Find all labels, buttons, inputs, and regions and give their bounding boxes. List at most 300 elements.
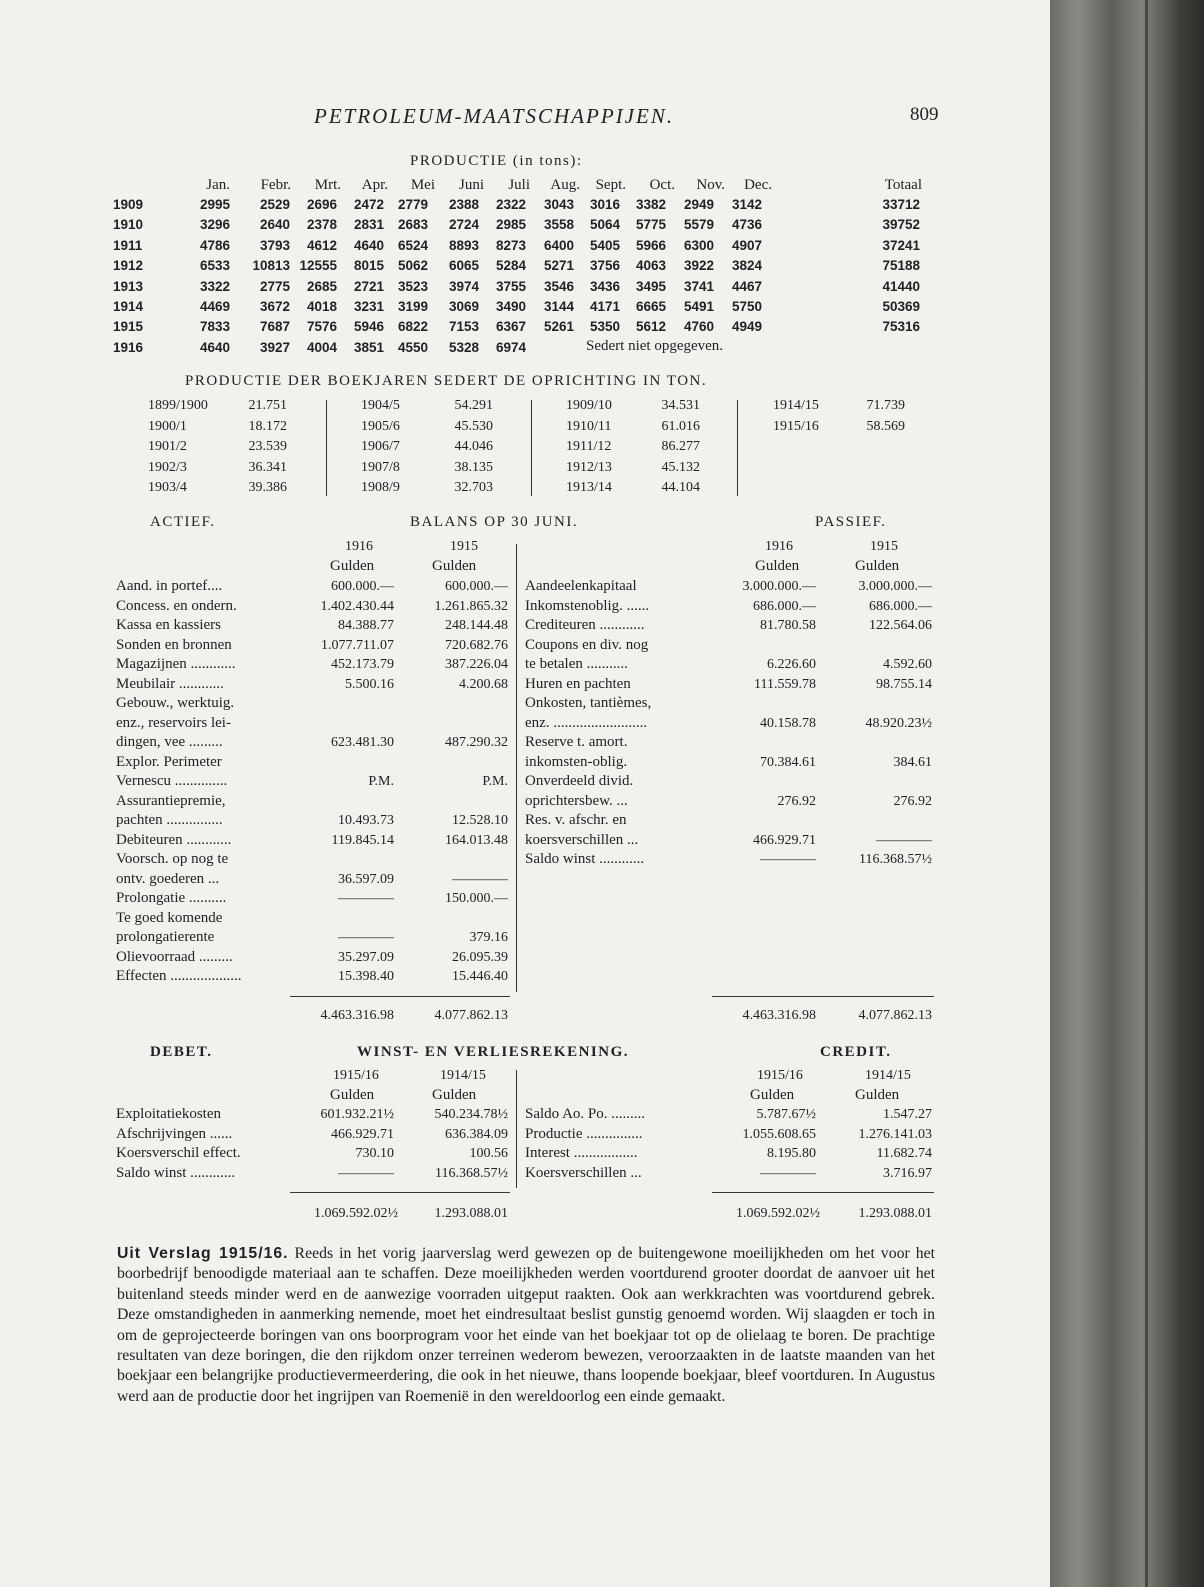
fiscal-year: 1910/11 xyxy=(566,418,612,434)
liability-label: Saldo winst ............ xyxy=(525,851,645,867)
asset-value-previous: 26.095.39 xyxy=(452,949,508,965)
production-value: 2696 xyxy=(306,197,337,212)
fiscal-year: 1907/8 xyxy=(361,459,400,475)
column-divider xyxy=(531,400,532,496)
production-value: 2995 xyxy=(199,197,230,212)
production-value: 3382 xyxy=(635,197,666,212)
assets-unit-previous: Gulden xyxy=(432,558,477,574)
asset-label: Meubilair ............ xyxy=(116,675,224,692)
fiscal-year: 1904/5 xyxy=(361,398,400,413)
production-value: 3922 xyxy=(683,258,714,274)
production-value: 6533 xyxy=(199,258,230,274)
asset-value-previous: P.M. xyxy=(482,774,508,789)
production-value: 3523 xyxy=(397,278,428,294)
asset-value-current: 119.845.14 xyxy=(331,832,394,848)
production-value: 2472 xyxy=(353,197,384,212)
fiscal-year-production: 21.751 xyxy=(248,398,287,413)
liability-value-previous: 116.368.57½ xyxy=(859,852,932,867)
page-title: PETROLEUM-MAATSCHAPPIJEN. xyxy=(314,104,675,128)
column-header: Oct. xyxy=(649,177,675,193)
debit-total-current: 1.069.592.02½ xyxy=(314,1206,398,1221)
asset-value-previous: 600.000.— xyxy=(445,579,508,594)
production-value: 4640 xyxy=(199,339,230,355)
asset-value-previous: 387.226.04 xyxy=(445,657,508,672)
liabilities-heading: PASSIEF. xyxy=(815,514,887,530)
liability-value-previous: 98.755.14 xyxy=(876,676,932,692)
column-header: Apr. xyxy=(361,177,388,193)
production-value: 3824 xyxy=(731,258,762,274)
fiscal-year-production: 71.739 xyxy=(866,398,905,413)
row-year: 1911 xyxy=(113,237,143,253)
asset-label: Gebouw., werktuig. xyxy=(116,695,235,711)
liability-label: Onverdeeld divid. xyxy=(525,773,634,789)
row-year: 1915 xyxy=(113,319,144,335)
liability-value-previous: 122.564.06 xyxy=(869,618,932,633)
debit-value-current: 466.929.71 xyxy=(331,1126,394,1142)
production-value: 6065 xyxy=(448,258,479,274)
liability-label: inkomsten-oblig. xyxy=(525,753,628,770)
asset-value-previous: 379.16 xyxy=(469,930,508,945)
assets-heading: ACTIEF. xyxy=(150,514,216,530)
credit-unit-current: Gulden xyxy=(750,1087,795,1103)
liability-value-previous: 686.000.— xyxy=(869,598,932,614)
fiscal-year-production: 61.016 xyxy=(661,418,700,434)
production-title: PRODUCTIE (in tons): xyxy=(410,153,583,169)
production-value: 3851 xyxy=(353,339,384,355)
credit-value-current: 1.055.608.65 xyxy=(742,1126,816,1142)
production-value: 4171 xyxy=(589,299,620,314)
fiscal-year: 1912/13 xyxy=(566,459,612,475)
liability-value-current: 466.929.71 xyxy=(753,832,816,848)
production-value: 8273 xyxy=(495,237,526,253)
asset-label: prolongatierente xyxy=(116,929,215,945)
asset-label: dingen, vee ......... xyxy=(116,734,223,750)
credit-value-current: ———— xyxy=(760,1165,816,1181)
debit-label: Exploitatiekosten xyxy=(116,1106,221,1122)
asset-value-previous: 1.261.865.32 xyxy=(434,598,508,614)
production-value: 4018 xyxy=(306,299,337,314)
pl-center-divider xyxy=(516,1070,517,1188)
balance-title: BALANS OP 30 JUNI. xyxy=(410,514,579,530)
debit-value-previous: 100.56 xyxy=(469,1146,508,1161)
asset-value-current: 10.493.73 xyxy=(338,813,394,828)
asset-value-current: 5.500.16 xyxy=(345,676,394,692)
credit-value-current: 5.787.67½ xyxy=(756,1107,816,1122)
debit-unit-previous: Gulden xyxy=(432,1087,477,1103)
liability-value-current: 70.384.61 xyxy=(760,754,816,770)
production-value: 3756 xyxy=(589,258,620,274)
production-value: 50369 xyxy=(882,299,920,314)
debit-label: Saldo winst ............ xyxy=(116,1164,236,1181)
credit-total-previous: 1.293.088.01 xyxy=(858,1206,932,1221)
fiscal-year-production: 36.341 xyxy=(248,459,287,475)
asset-value-current: 35.297.09 xyxy=(338,949,394,965)
liability-label: Huren en pachten xyxy=(525,675,631,692)
liability-value-previous: 276.92 xyxy=(893,793,932,809)
production-value: 5261 xyxy=(543,319,574,335)
production-value: 5328 xyxy=(448,339,479,355)
fiscal-year: 1900/1 xyxy=(148,418,187,434)
credit-label: Koersverschillen ... xyxy=(525,1164,642,1181)
production-value: 3043 xyxy=(543,197,574,212)
fiscal-year-production: 18.172 xyxy=(248,418,287,434)
production-value: 5064 xyxy=(589,217,620,233)
production-value: 37241 xyxy=(882,237,920,253)
discontinued-note: Sedert niet opgegeven. xyxy=(586,337,724,354)
fiscal-year-production: 44.104 xyxy=(661,480,700,495)
liability-label: te betalen ........... xyxy=(525,656,628,672)
row-year: 1910 xyxy=(113,217,144,233)
production-value: 5579 xyxy=(683,217,714,233)
asset-label: Te goed komende xyxy=(116,909,223,926)
column-header: Juni xyxy=(458,177,484,193)
asset-label: Prolongatie .......... xyxy=(116,890,227,906)
debit-label: Afschrijvingen ...... xyxy=(116,1125,233,1142)
assets-unit-current: Gulden xyxy=(330,558,375,574)
liability-label: Coupons en div. nog xyxy=(525,636,649,653)
production-value: 2322 xyxy=(495,197,526,212)
production-value: 5946 xyxy=(353,319,384,335)
liability-value-previous: 384.61 xyxy=(893,754,932,770)
asset-value-previous: 248.144.48 xyxy=(445,618,508,633)
credit-value-previous: 1.276.141.03 xyxy=(858,1126,932,1142)
production-value: 7576 xyxy=(306,319,337,335)
balance-center-divider xyxy=(516,544,517,992)
liability-label: Crediteuren ............ xyxy=(525,617,645,633)
production-value: 5350 xyxy=(589,319,620,335)
fiscal-year: 1902/3 xyxy=(148,459,187,475)
asset-value-previous: 720.682.76 xyxy=(445,637,508,653)
fiscal-year-production: 44.046 xyxy=(454,439,493,454)
production-value: 3755 xyxy=(495,278,526,294)
column-header: Nov. xyxy=(696,177,725,193)
spine-edge xyxy=(1145,0,1148,1587)
production-value: 3142 xyxy=(731,197,762,212)
production-value: 6524 xyxy=(397,237,428,253)
liability-label: enz. ......................... xyxy=(525,714,648,731)
credit-value-previous: 1.547.27 xyxy=(883,1107,932,1122)
liabilities-total-rule xyxy=(712,996,934,997)
column-header: Febr. xyxy=(260,177,291,193)
fiscal-year-production: 23.539 xyxy=(248,439,287,454)
liability-value-current: 111.559.78 xyxy=(754,676,816,692)
row-year: 1909 xyxy=(113,197,144,212)
liability-label: Onkosten, tantièmes, xyxy=(525,695,652,711)
column-divider xyxy=(326,400,327,496)
asset-label: Magazijnen ............ xyxy=(116,656,236,672)
column-header: Mei xyxy=(410,177,435,193)
production-value: 39752 xyxy=(882,217,920,233)
column-header: Sept. xyxy=(595,177,626,193)
credit-label: Saldo Ao. Po. ......... xyxy=(525,1106,646,1122)
debit-total-rule xyxy=(290,1192,510,1193)
credit-value-previous: 11.682.74 xyxy=(876,1146,932,1161)
fiscal-year: 1905/6 xyxy=(361,418,400,434)
debit-label: Koersverschil effect. xyxy=(116,1145,241,1161)
book-spine xyxy=(1050,0,1204,1587)
asset-value-current: 623.481.30 xyxy=(331,735,394,750)
production-value: 4907 xyxy=(731,237,762,253)
asset-value-current: 84.388.77 xyxy=(338,618,394,633)
fiscal-year-production: 32.703 xyxy=(454,480,493,495)
fiscal-year-production: 45.132 xyxy=(661,459,700,475)
asset-label: Voorsch. op nog te xyxy=(116,851,229,867)
fiscal-year: 1913/14 xyxy=(566,480,612,495)
fiscal-year-production: 54.291 xyxy=(454,398,493,413)
production-value: 41440 xyxy=(882,278,920,294)
liability-label: Res. v. afschr. en xyxy=(525,812,627,828)
production-value: 5405 xyxy=(589,237,620,253)
production-value: 3231 xyxy=(353,299,384,314)
asset-value-current: 1.402.430.44 xyxy=(320,598,394,614)
asset-label: Kassa en kassiers xyxy=(116,617,221,633)
fiscal-year: 1911/12 xyxy=(566,439,612,454)
asset-label: Sonden en bronnen xyxy=(116,636,232,653)
liability-value-current: 6.226.60 xyxy=(767,657,816,672)
production-value: 5271 xyxy=(543,258,574,274)
production-value: 6400 xyxy=(543,237,574,253)
assets-total-current: 4.463.316.98 xyxy=(320,1008,394,1023)
production-value: 2775 xyxy=(259,278,290,294)
production-value: 3069 xyxy=(448,299,479,314)
production-value: 6822 xyxy=(397,319,428,335)
production-value: 2985 xyxy=(495,217,526,233)
liability-value-current: 3.000.000.— xyxy=(742,579,816,594)
asset-value-current: P.M. xyxy=(368,774,394,789)
production-value: 2685 xyxy=(306,278,337,294)
yearly-production-title: PRODUCTIE DER BOEKJAREN SEDERT DE OPRICHTING IN TON. xyxy=(185,373,708,389)
production-value: 5966 xyxy=(635,237,666,253)
debit-year-previous: 1914/15 xyxy=(440,1068,486,1083)
asset-label: Effecten ................... xyxy=(116,968,242,984)
production-value: 8893 xyxy=(448,237,479,253)
fiscal-year-production: 39.386 xyxy=(248,480,287,495)
liability-value-previous: ———— xyxy=(876,832,932,848)
debit-value-previous: 116.368.57½ xyxy=(435,1165,508,1181)
production-value: 2949 xyxy=(683,197,714,212)
liabilities-unit-previous: Gulden xyxy=(855,558,900,574)
debit-total-previous: 1.293.088.01 xyxy=(434,1206,508,1221)
report-text: Reeds in het vorig jaarverslag werd gewezen op de buitengewone moeilijkheden om het voor het boorbedrijf benoodigde materiaal aan te schaffen. Deze moeilijkheden werden voortdurend grooter doordat de aanvoer uit het buitenland steeds minder werd en de aanwezige voorraden uitgeput raakten. Ook aan werkkrachten was voortdurend gebrek. Deze omstandigheden in aanmerking nemende, moet het eindresultaat beslist gunstig genoemd worden. Wij slaagden er toch in om de geprojecteerde boringen van ons boorprogram voor het einde van het boekjaar tot op de olielaag te boren. De prachtige resultaten van deze boringen, die den rijkdom onzer terreinen wederom bewezen, veroorzaakten in de laatste maanden van het boekjaar een belangrijke productievermeerdering, die ook in het nieuwe, thans loopende boekjaar, bleef voortduren. In Augustus werd aan de productie door het ingrijpen van Roemenië in den wereldoorlog een einde gemaakt. xyxy=(117,1245,936,1405)
fiscal-year: 1909/10 xyxy=(566,398,612,413)
production-value: 5612 xyxy=(635,319,666,335)
production-value: 3927 xyxy=(259,339,290,355)
credit-value-current: 8.195.80 xyxy=(767,1146,816,1161)
liability-value-current: 276.92 xyxy=(777,793,816,809)
column-header: Mrt. xyxy=(314,177,341,193)
fiscal-year: 1899/1900 xyxy=(148,398,208,413)
asset-value-current: 1.077.711.07 xyxy=(321,637,394,653)
production-value: 3144 xyxy=(543,299,574,314)
production-value: 4550 xyxy=(397,339,428,355)
assets-total-previous: 4.077.862.13 xyxy=(434,1008,508,1023)
production-value: 2388 xyxy=(448,197,479,212)
credit-heading: CREDIT. xyxy=(820,1044,892,1060)
asset-label: enz., reservoirs lei- xyxy=(116,714,231,731)
asset-value-previous: 150.000.— xyxy=(445,891,508,906)
row-year: 1912 xyxy=(113,258,144,274)
fiscal-year-production: 86.277 xyxy=(661,439,700,454)
production-value: 2831 xyxy=(353,217,384,233)
fiscal-year: 1915/16 xyxy=(773,418,819,434)
production-value: 6665 xyxy=(635,299,666,314)
production-value: 7153 xyxy=(448,319,479,335)
production-value: 2529 xyxy=(259,197,290,212)
asset-value-current: ———— xyxy=(338,891,394,906)
liability-value-previous: 48.920.23½ xyxy=(865,715,932,731)
production-value: 3199 xyxy=(397,299,428,314)
asset-label: Assurantiepremie, xyxy=(116,792,226,809)
production-value: 8015 xyxy=(353,258,384,274)
fiscal-year: 1906/7 xyxy=(361,439,400,454)
liabilities-unit-current: Gulden xyxy=(755,558,800,574)
fiscal-year-production: 45.530 xyxy=(454,418,493,434)
credit-label: Productie ............... xyxy=(525,1125,643,1142)
liability-label: Inkomstenoblig. ...... xyxy=(525,597,650,614)
liability-value-previous: 3.000.000.— xyxy=(858,579,932,594)
fiscal-year-production: 38.135 xyxy=(454,459,493,475)
liabilities-year-previous: 1915 xyxy=(870,539,898,554)
debit-value-previous: 636.384.09 xyxy=(445,1126,508,1142)
liability-value-current: 81.780.58 xyxy=(760,618,816,633)
production-value: 5750 xyxy=(731,299,762,314)
fiscal-year: 1908/9 xyxy=(361,480,400,495)
asset-value-current: 452.173.79 xyxy=(331,657,394,672)
asset-value-previous: 15.446.40 xyxy=(452,969,508,984)
production-value: 4612 xyxy=(306,237,337,253)
credit-year-previous: 1914/15 xyxy=(865,1068,911,1083)
asset-value-previous: ———— xyxy=(452,871,508,887)
production-value: 2779 xyxy=(397,197,428,212)
assets-year-previous: 1915 xyxy=(450,539,478,554)
column-header: Jan. xyxy=(206,177,230,193)
production-value: 4786 xyxy=(199,237,230,253)
production-value: 33712 xyxy=(882,197,920,212)
production-value: 5491 xyxy=(683,299,714,314)
report-lead: Uit Verslag 1915/16. xyxy=(117,1245,289,1262)
fiscal-year: 1914/15 xyxy=(773,398,819,413)
production-value: 3672 xyxy=(259,299,290,314)
credit-value-previous: 3.716.97 xyxy=(883,1165,932,1181)
liabilities-total-previous: 4.077.862.13 xyxy=(858,1008,932,1023)
asset-label: Olievoorraad ......... xyxy=(116,948,233,965)
liabilities-year-current: 1916 xyxy=(765,539,793,554)
debit-value-current: 730.10 xyxy=(355,1146,394,1161)
page-number: 809 xyxy=(910,104,939,125)
liability-value-current: 40.158.78 xyxy=(760,715,816,731)
production-value: 2683 xyxy=(397,217,428,233)
column-divider xyxy=(737,400,738,496)
production-value: 7833 xyxy=(199,319,230,335)
liabilities-total-current: 4.463.316.98 xyxy=(742,1008,816,1023)
production-value: 10813 xyxy=(252,258,290,274)
fiscal-year-production: 34.531 xyxy=(661,398,700,413)
liability-label: oprichtersbew. ... xyxy=(525,792,628,809)
production-value: 4640 xyxy=(353,237,384,253)
fiscal-year: 1901/2 xyxy=(148,439,187,454)
debit-value-previous: 540.234.78½ xyxy=(434,1107,508,1122)
credit-unit-previous: Gulden xyxy=(855,1087,900,1103)
asset-label: Concess. en ondern. xyxy=(116,597,237,614)
pl-title: WINST- EN VERLIESREKENING. xyxy=(357,1044,629,1060)
production-value: 2378 xyxy=(306,217,337,233)
production-value: 4469 xyxy=(199,299,230,314)
production-value: 3974 xyxy=(448,278,479,294)
asset-label: Vernescu .............. xyxy=(116,773,228,789)
column-header: Aug. xyxy=(550,177,580,193)
production-value: 6300 xyxy=(683,237,714,253)
production-value: 3741 xyxy=(683,278,714,294)
liability-label: Reserve t. amort. xyxy=(525,734,628,750)
production-value: 4467 xyxy=(731,278,762,294)
debit-value-current: 601.932.21½ xyxy=(320,1107,394,1122)
production-value: 3495 xyxy=(635,278,666,294)
liability-label: koersverschillen ... xyxy=(525,831,639,848)
production-value: 3490 xyxy=(495,299,526,314)
debit-year-current: 1915/16 xyxy=(333,1068,379,1083)
production-value: 12555 xyxy=(299,258,337,274)
debit-unit-current: Gulden xyxy=(330,1087,375,1103)
production-value: 75188 xyxy=(882,258,920,274)
asset-value-previous: 12.528.10 xyxy=(452,813,508,828)
production-value: 4760 xyxy=(683,319,714,335)
production-value: 3546 xyxy=(543,278,574,294)
credit-label: Interest ................. xyxy=(525,1145,638,1161)
row-year: 1913 xyxy=(113,278,144,294)
column-header: Dec. xyxy=(744,177,772,193)
asset-value-previous: 164.013.48 xyxy=(445,832,508,848)
production-value: 5775 xyxy=(635,217,666,233)
production-value: 2640 xyxy=(259,217,290,233)
asset-value-previous: 4.200.68 xyxy=(459,676,508,692)
production-value: 75316 xyxy=(882,319,920,335)
liability-value-current: 686.000.— xyxy=(753,598,816,614)
production-value: 4063 xyxy=(635,258,666,274)
asset-value-previous: 487.290.32 xyxy=(445,735,508,750)
production-value: 6974 xyxy=(495,339,526,355)
asset-label: Explor. Perimeter xyxy=(116,753,222,770)
credit-total-rule xyxy=(712,1192,934,1193)
asset-value-current: ———— xyxy=(338,930,394,945)
production-value: 7687 xyxy=(259,319,290,335)
fiscal-year: 1903/4 xyxy=(148,480,187,495)
liability-label: Aandeelenkapitaal xyxy=(525,578,637,594)
asset-label: pachten ............... xyxy=(116,812,223,828)
production-value: 6367 xyxy=(495,319,526,335)
asset-value-current: 36.597.09 xyxy=(338,871,394,887)
production-value: 3296 xyxy=(199,217,230,233)
production-value: 3793 xyxy=(259,237,290,253)
asset-label: ontv. goederen ... xyxy=(116,870,220,887)
credit-total-current: 1.069.592.02½ xyxy=(736,1206,820,1221)
production-value: 4736 xyxy=(731,217,762,233)
production-value: 3322 xyxy=(199,278,230,294)
credit-year-current: 1915/16 xyxy=(757,1068,803,1083)
assets-total-rule xyxy=(290,996,510,997)
production-value: 3436 xyxy=(589,278,620,294)
assets-year-current: 1916 xyxy=(345,539,373,554)
column-header: Totaal xyxy=(884,177,922,193)
production-value: 5284 xyxy=(495,258,526,274)
asset-value-current: 600.000.— xyxy=(331,579,394,594)
debit-value-current: ———— xyxy=(338,1165,394,1181)
row-year: 1914 xyxy=(113,299,144,314)
annual-report-excerpt xyxy=(117,1244,935,1407)
debit-heading: DEBET. xyxy=(150,1044,213,1060)
production-value: 4004 xyxy=(306,339,337,355)
asset-label: Aand. in portef.... xyxy=(116,578,223,594)
production-value: 4949 xyxy=(731,319,762,335)
